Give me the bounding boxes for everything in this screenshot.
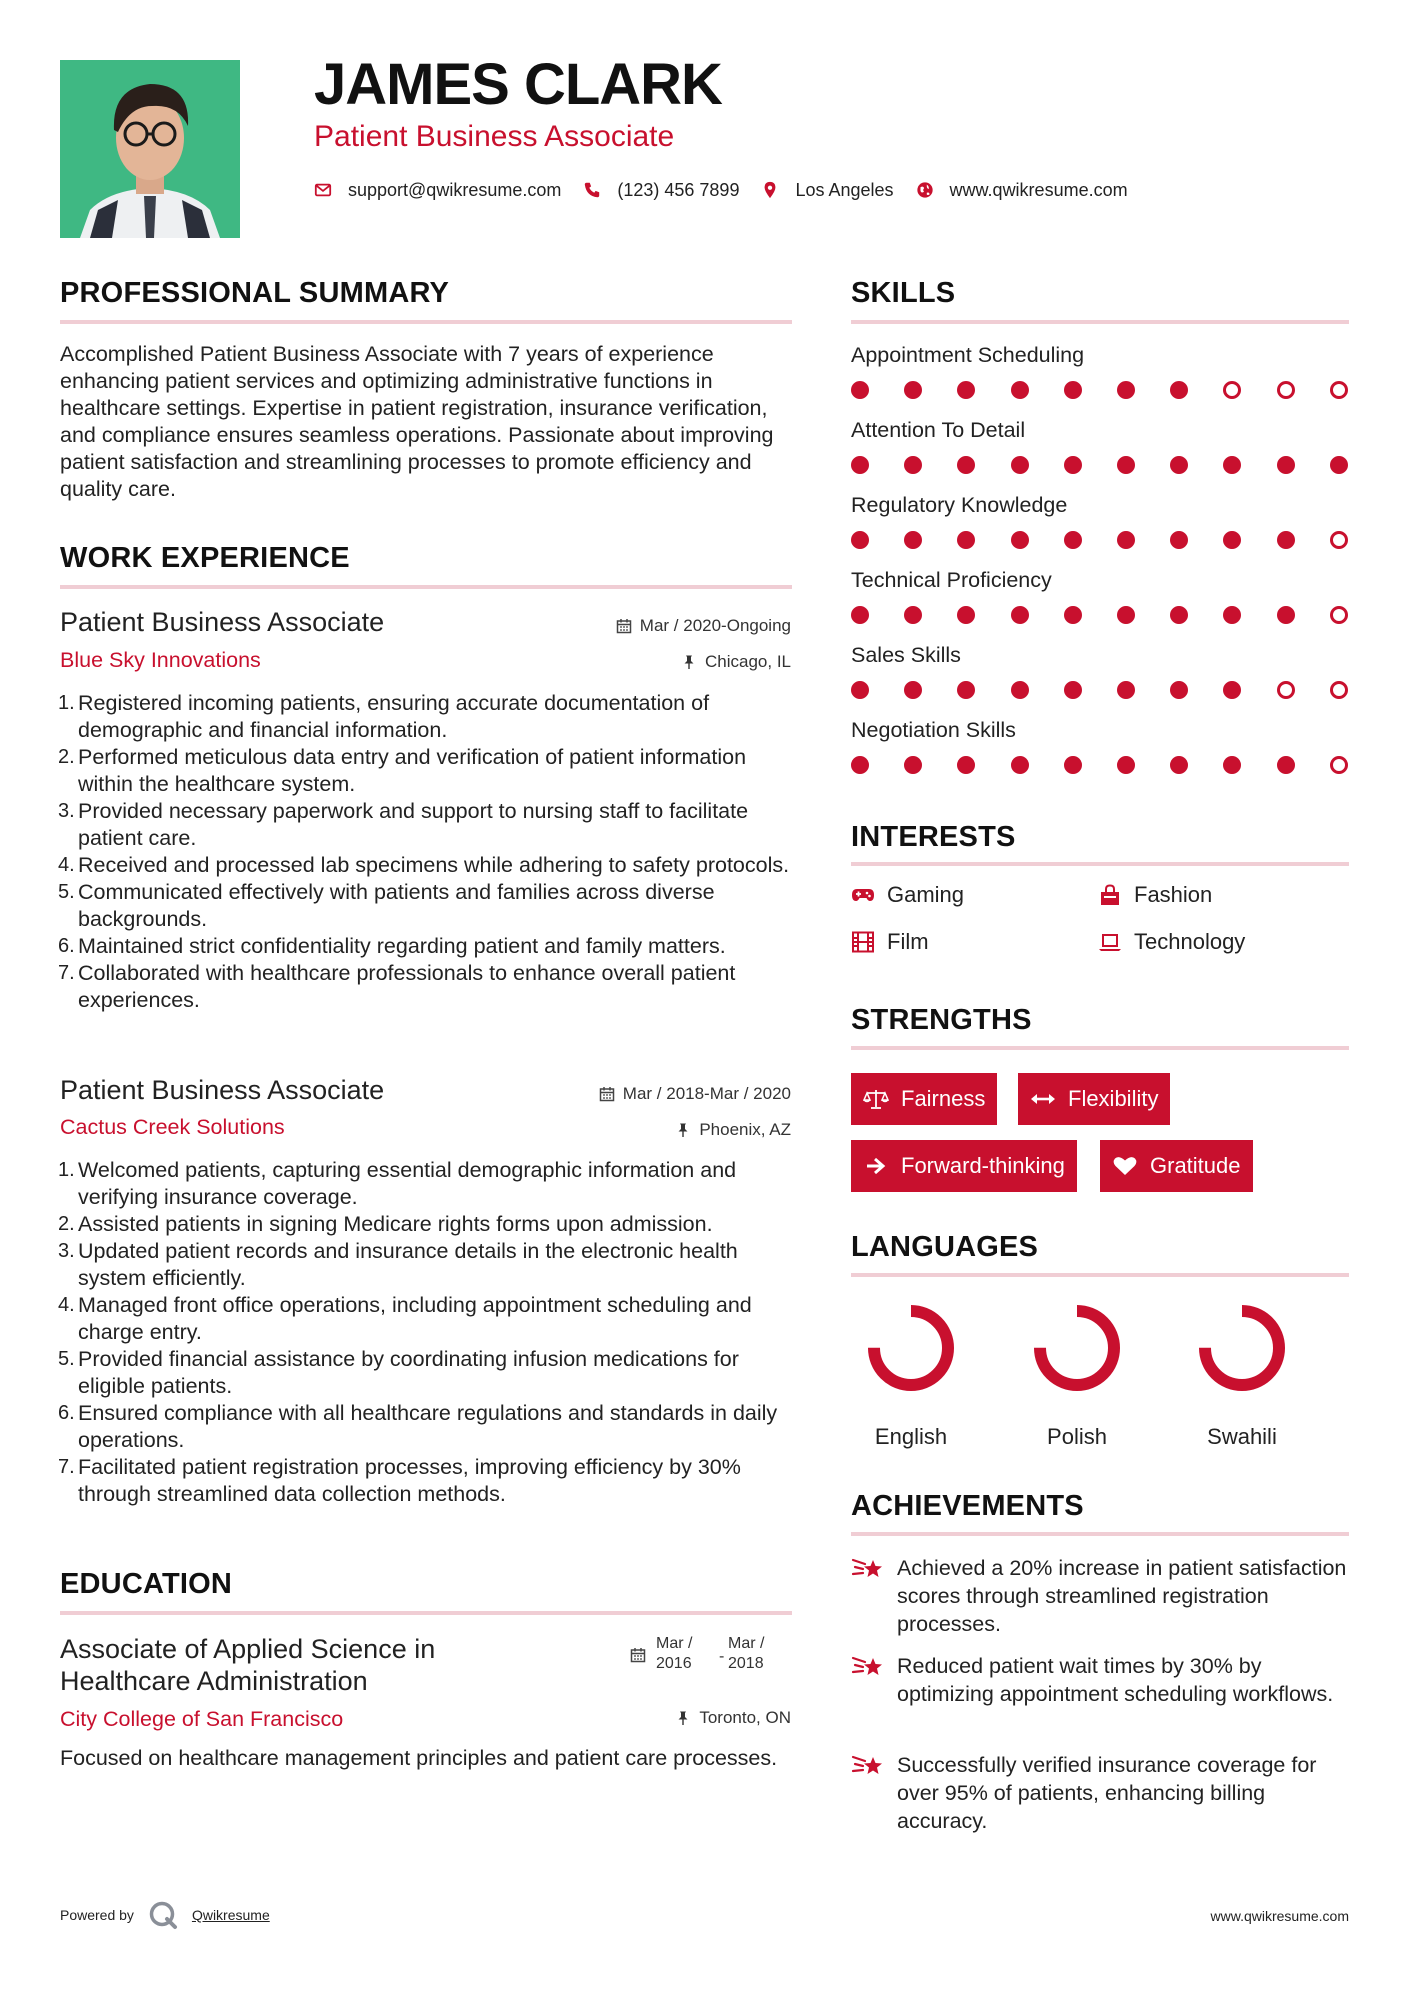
rating-dot-filled [1064, 456, 1082, 474]
rating-dot-filled [851, 606, 869, 624]
rating-dot-empty [1277, 681, 1295, 699]
rating-dot-filled [1011, 456, 1029, 474]
interest-item-technology [1098, 931, 1245, 953]
language-item [1007, 1300, 1147, 1450]
duty-item: Collaborated with healthcare professionals to enhance overall patient experiences. [78, 961, 736, 1012]
contact-location [761, 180, 893, 201]
rating-dot-filled [1011, 756, 1029, 774]
language-level-arc [874, 1311, 948, 1385]
job-title: Patient Business Associate [60, 607, 385, 637]
rating-dot-filled [1011, 681, 1029, 699]
job-location [681, 653, 791, 670]
phone-icon [583, 181, 601, 199]
rating-dot-filled [1064, 681, 1082, 699]
rating-dot-filled [904, 681, 922, 699]
rating-dot-filled [1277, 606, 1295, 624]
skill-name: Negotiation Skills [851, 718, 1016, 742]
globe-icon [916, 181, 934, 199]
rating-dot-filled [851, 531, 869, 549]
rating-dot-filled [1223, 756, 1241, 774]
achievement-item [851, 1751, 1349, 1835]
interests-heading: INTERESTS [851, 821, 1016, 853]
contact-phone-text: (123) 456 7899 [617, 179, 740, 200]
interests-divider [851, 862, 1349, 866]
duty-item: Welcomed patients, capturing essential demographic information and verifying insurance coverage. [78, 1158, 737, 1209]
duty-item: Assisted patients in signing Medicare rights forms upon admission. [78, 1212, 713, 1236]
interest-label: Gaming [887, 882, 965, 907]
duty-item: Ensured compliance with all healthcare regulations and standards in daily operations. [78, 1401, 778, 1452]
achievement-text: Successfully verified insurance coverage for over 95% of patients, enhancing billing accuracy. [897, 1753, 1317, 1833]
job-dates-text: Mar / 2020-Ongoing [639, 616, 791, 635]
job-duties-list [60, 690, 792, 1014]
summary-divider [60, 320, 792, 324]
achievement-item [851, 1554, 1349, 1638]
rating-dot-empty [1330, 531, 1348, 549]
map-pin-icon [761, 181, 779, 199]
arrow-right-icon [863, 1155, 889, 1177]
achievements-heading: ACHIEVEMENTS [851, 1490, 1084, 1522]
calendar-icon [630, 1647, 646, 1663]
interest-label: Film [887, 929, 929, 954]
rating-dot-filled [851, 756, 869, 774]
rating-dot-filled [851, 381, 869, 399]
language-level-arc [1040, 1311, 1114, 1385]
rating-dot-filled [957, 606, 975, 624]
interest-label: Fashion [1134, 882, 1213, 907]
rating-dot-filled [1170, 531, 1188, 549]
contact-phone[interactable] [583, 180, 739, 201]
languages-divider [851, 1273, 1349, 1277]
rating-dot-filled [1117, 531, 1135, 549]
rating-dot-filled [1277, 756, 1295, 774]
rating-dot-filled [957, 456, 975, 474]
pushpin-icon [681, 654, 697, 670]
duty-item: Communicated effectively with patients and families across diverse backgrounds. [78, 880, 715, 931]
interest-item-fashion [1098, 884, 1212, 906]
interest-label: Technology [1134, 929, 1246, 954]
education-location-text: Toronto, ON [699, 1708, 791, 1727]
language-name: Polish [1047, 1424, 1107, 1449]
duty-item: Provided necessary paperwork and support to nursing staff to facilitate patient care. [78, 799, 749, 850]
skill-name: Attention To Detail [851, 418, 1026, 442]
rating-dot-filled [1117, 606, 1135, 624]
rating-dot-filled [1170, 681, 1188, 699]
rating-dot-filled [1117, 456, 1135, 474]
duty-item: Updated patient records and insurance details in the electronic health system efficiently. [78, 1239, 738, 1290]
strength-tag-forward-thinking [851, 1140, 1077, 1192]
rating-dot-filled [957, 681, 975, 699]
duty-item: Maintained strict confidentiality regarding patient and family matters. [78, 934, 726, 958]
gamepad-icon [851, 884, 875, 906]
rating-dot-filled [1330, 456, 1348, 474]
education-start-year: 2016 [656, 1655, 692, 1672]
interest-item-film [851, 931, 929, 953]
rating-dot-filled [957, 531, 975, 549]
rating-dot-filled [1170, 606, 1188, 624]
job-location-text: Phoenix, AZ [699, 1120, 791, 1139]
skills-divider [851, 320, 1349, 324]
rating-dot-filled [1223, 456, 1241, 474]
achievement-text: Reduced patient wait times by 30% by optimizing appointment scheduling workflows. [897, 1654, 1334, 1706]
strength-tag-fairness [851, 1073, 997, 1125]
shooting-star-icon [851, 1554, 885, 1582]
calendar-icon [616, 618, 632, 634]
rating-dot-filled [1170, 381, 1188, 399]
profile-photo [60, 60, 240, 238]
rating-dot-filled [1117, 381, 1135, 399]
job-title: Patient Business Associate [60, 1075, 385, 1105]
interest-item-gaming [851, 884, 964, 906]
rating-dot-filled [1223, 531, 1241, 549]
skill-name: Sales Skills [851, 643, 961, 667]
strengths-divider [851, 1046, 1349, 1050]
degree-line-1: Associate of Applied Science in [60, 1634, 436, 1664]
rating-dot-filled [1170, 456, 1188, 474]
education-date-dash: - [719, 1648, 725, 1665]
arrows-horizontal-icon [1030, 1088, 1056, 1110]
language-level-arc [1205, 1311, 1279, 1385]
education-divider [60, 1611, 792, 1615]
languages-heading: LANGUAGES [851, 1231, 1039, 1263]
education-end-year: 2018 [728, 1655, 764, 1672]
rating-dot-filled [1011, 381, 1029, 399]
shooting-star-icon [851, 1652, 885, 1680]
rating-dot-empty [1330, 756, 1348, 774]
duty-item: Performed meticulous data entry and verification of patient information within the healthcare system. [78, 745, 747, 796]
job-company: Cactus Creek Solutions [60, 1115, 285, 1139]
person-portrait-icon [60, 60, 240, 238]
achievements-divider [851, 1532, 1349, 1536]
calendar-icon [599, 1086, 615, 1102]
rating-dot-filled [851, 681, 869, 699]
strength-tag-gratitude [1100, 1140, 1253, 1192]
language-level-ring [863, 1300, 959, 1396]
footer-website-link[interactable]: www.qwikresume.com [1210, 1908, 1349, 1924]
strength-label: Forward-thinking [901, 1153, 1065, 1178]
contact-website[interactable] [916, 180, 1128, 201]
strength-label: Flexibility [1068, 1086, 1159, 1111]
shooting-star-icon [851, 1751, 885, 1779]
skill-name: Appointment Scheduling [851, 343, 1085, 367]
contact-bar [314, 178, 1150, 202]
language-level-ring [1029, 1300, 1125, 1396]
experience-heading: WORK EXPERIENCE [60, 542, 350, 574]
duty-item: Provided financial assistance by coordinating infusion medications for eligible patients. [78, 1347, 739, 1398]
candidate-role: Patient Business Associate [314, 120, 675, 153]
rating-dot-filled [904, 456, 922, 474]
school-name: City College of San Francisco [60, 1707, 344, 1731]
achievement-text: Achieved a 20% increase in patient satisfaction scores through streamlined registration processes. [897, 1556, 1347, 1636]
pushpin-icon [675, 1710, 691, 1726]
education-end-month: Mar / [728, 1635, 765, 1652]
contact-website-text: www.qwikresume.com [949, 179, 1128, 200]
achievement-item [851, 1652, 1349, 1708]
footer-brand-link[interactable]: Qwikresume [191, 1907, 270, 1923]
skill-rating [851, 381, 1351, 401]
skill-rating [851, 606, 1351, 626]
rating-dot-filled [1064, 381, 1082, 399]
rating-dot-filled [1277, 456, 1295, 474]
skill-rating [851, 531, 1351, 551]
job-location [675, 1121, 791, 1138]
education-start-month: Mar / [656, 1635, 693, 1652]
rating-dot-empty [1330, 606, 1348, 624]
duty-item: Received and processed lab specimens while adhering to safety protocols. [78, 853, 790, 877]
job-dates [616, 617, 791, 634]
rating-dot-empty [1277, 381, 1295, 399]
job-dates [599, 1085, 791, 1102]
laptop-icon [1098, 931, 1122, 953]
balance-scale-icon [863, 1088, 889, 1110]
rating-dot-filled [904, 531, 922, 549]
rating-dot-filled [957, 756, 975, 774]
skill-rating [851, 756, 1351, 776]
rating-dot-filled [851, 456, 869, 474]
rating-dot-filled [1223, 681, 1241, 699]
language-name: English [874, 1424, 948, 1449]
job-dates-text: Mar / 2018-Mar / 2020 [622, 1084, 791, 1103]
rating-dot-filled [1011, 531, 1029, 549]
shopping-bag-icon [1098, 884, 1122, 906]
experience-divider [60, 585, 792, 589]
rating-dot-filled [904, 381, 922, 399]
job-company: Blue Sky Innovations [60, 648, 261, 672]
rating-dot-filled [904, 606, 922, 624]
language-name: Swahili [1207, 1424, 1277, 1449]
pushpin-icon [675, 1122, 691, 1138]
education-description: Focused on healthcare management principles and patient care processes. [60, 1746, 778, 1770]
education-dates [630, 1634, 790, 1674]
powered-by-label: Powered by [60, 1907, 134, 1923]
duty-item: Facilitated patient registration processes, improving efficiency by 30% through streamlined data collection methods. [78, 1455, 741, 1506]
rating-dot-empty [1330, 681, 1348, 699]
job-location-text: Chicago, IL [705, 652, 791, 671]
qwikresume-logo-icon [148, 1900, 178, 1930]
contact-email-text: support@qwikresume.com [348, 179, 562, 200]
duty-item: Registered incoming patients, ensuring accurate documentation of demographic and financial information. [78, 691, 710, 742]
language-level-ring [1194, 1300, 1290, 1396]
skill-rating [851, 456, 1351, 476]
envelope-icon [314, 181, 332, 199]
degree-line-2: Healthcare Administration [60, 1666, 368, 1696]
strength-label: Fairness [901, 1086, 986, 1111]
job-duties-list [60, 1157, 792, 1508]
rating-dot-filled [904, 756, 922, 774]
rating-dot-filled [1064, 756, 1082, 774]
footer-powered-by [60, 1900, 270, 1930]
rating-dot-filled [1011, 606, 1029, 624]
film-icon [851, 931, 875, 953]
language-item [1172, 1300, 1312, 1450]
duty-item: Managed front office operations, including appointment scheduling and charge entry. [78, 1293, 752, 1344]
skill-rating [851, 681, 1351, 701]
rating-dot-filled [1117, 756, 1135, 774]
education-location [675, 1709, 791, 1726]
rating-dot-filled [1117, 681, 1135, 699]
skill-name: Regulatory Knowledge [851, 493, 1068, 517]
candidate-name: JAMES CLARK [314, 52, 722, 117]
skills-heading: SKILLS [851, 277, 956, 309]
summary-text: Accomplished Patient Business Associate with 7 years of experience enhancing patient services and optimizing administrative functions in healthcare settings. Expertise in patient registration, insurance verification, and compliance ensures seamless operations. Passionate about improving patient satisfaction and streamlining processes to promote efficiency and quality care. [60, 342, 774, 501]
rating-dot-filled [1064, 531, 1082, 549]
rating-dot-empty [1223, 381, 1241, 399]
rating-dot-empty [1330, 381, 1348, 399]
strengths-heading: STRENGTHS [851, 1004, 1032, 1036]
contact-location-text: Los Angeles [795, 179, 894, 200]
heart-icon [1112, 1155, 1138, 1177]
rating-dot-filled [1277, 531, 1295, 549]
rating-dot-filled [1223, 606, 1241, 624]
strength-label: Gratitude [1150, 1153, 1241, 1178]
language-item [841, 1300, 981, 1450]
rating-dot-filled [1064, 606, 1082, 624]
strength-tag-flexibility [1018, 1073, 1170, 1125]
education-heading: EDUCATION [60, 1568, 233, 1600]
skill-name: Technical Proficiency [851, 568, 1052, 592]
rating-dot-filled [1170, 756, 1188, 774]
contact-email[interactable] [314, 180, 561, 201]
rating-dot-filled [957, 381, 975, 399]
summary-heading: PROFESSIONAL SUMMARY [60, 277, 450, 309]
